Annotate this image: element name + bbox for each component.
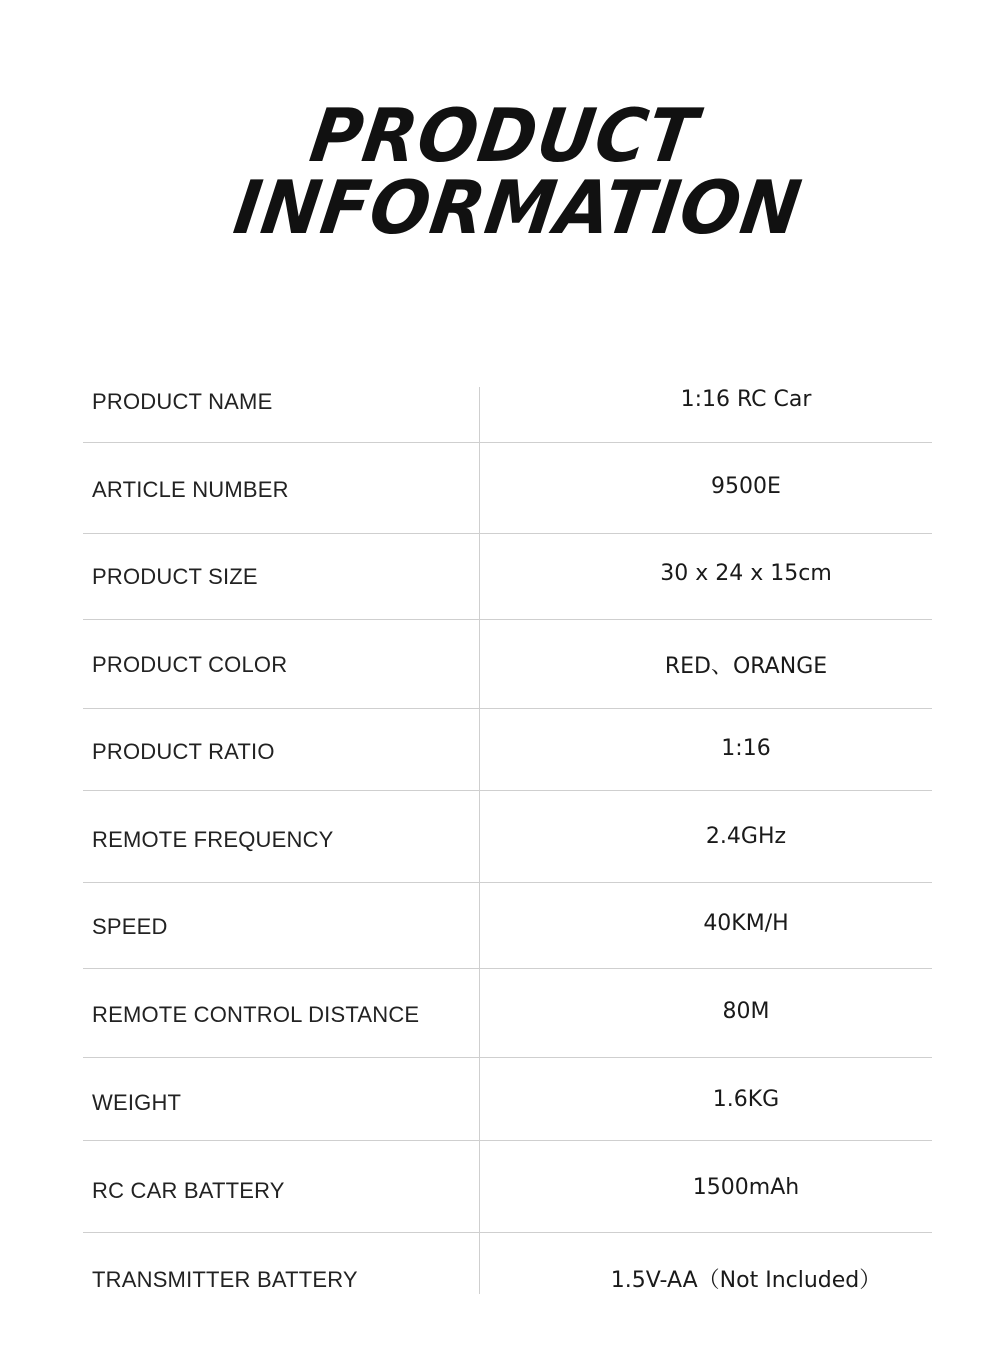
- spec-row-speed: [83, 883, 932, 969]
- spec-row-product-size: [83, 534, 932, 620]
- spec-row-remote-control-distance: [83, 969, 932, 1058]
- spec-value: RED、ORANGE: [664, 654, 828, 679]
- spec-value: 1:16: [721, 736, 771, 761]
- spec-row-rc-car-battery: [83, 1141, 932, 1233]
- spec-value: 1:16 RC Car: [680, 387, 812, 412]
- spec-label: PRODUCT COLOR: [92, 652, 288, 677]
- spec-label: REMOTE FREQUENCY: [92, 827, 334, 852]
- title-line-information: INFORMATION: [229, 164, 807, 252]
- spec-label: PRODUCT SIZE: [92, 564, 258, 589]
- spec-label: SPEED: [92, 914, 168, 939]
- spec-row-product-ratio: [83, 709, 932, 791]
- spec-label: WEIGHT: [92, 1090, 182, 1115]
- spec-value: 1.6KG: [712, 1087, 780, 1112]
- spec-row-product-color: [83, 620, 932, 709]
- spec-value: 30 x 24 x 15cm: [660, 561, 832, 586]
- spec-label: PRODUCT RATIO: [92, 739, 275, 764]
- spec-label: PRODUCT NAME: [92, 389, 273, 414]
- spec-value: 9500E: [711, 474, 781, 499]
- spec-row-transmitter-battery: [83, 1233, 932, 1303]
- spec-label: TRANSMITTER BATTERY: [92, 1267, 358, 1292]
- spec-label: RC CAR BATTERY: [92, 1178, 285, 1203]
- spec-row-product-name: [83, 387, 932, 443]
- spec-row-remote-frequency: [83, 791, 932, 883]
- spec-value: 2.4GHz: [705, 824, 787, 849]
- spec-row-article-number: [83, 443, 932, 534]
- spec-label: REMOTE CONTROL DISTANCE: [92, 1002, 420, 1027]
- spec-label: ARTICLE NUMBER: [92, 477, 289, 502]
- spec-value: 1500mAh: [692, 1175, 800, 1200]
- spec-row-weight: [83, 1058, 932, 1141]
- title-line-product: PRODUCT: [305, 92, 703, 180]
- spec-value: 80M: [722, 999, 770, 1024]
- spec-value: 40KM/H: [703, 911, 789, 936]
- spec-value: 1.5V-AA（Not Included）: [610, 1268, 882, 1293]
- page-title: [0, 92, 1000, 252]
